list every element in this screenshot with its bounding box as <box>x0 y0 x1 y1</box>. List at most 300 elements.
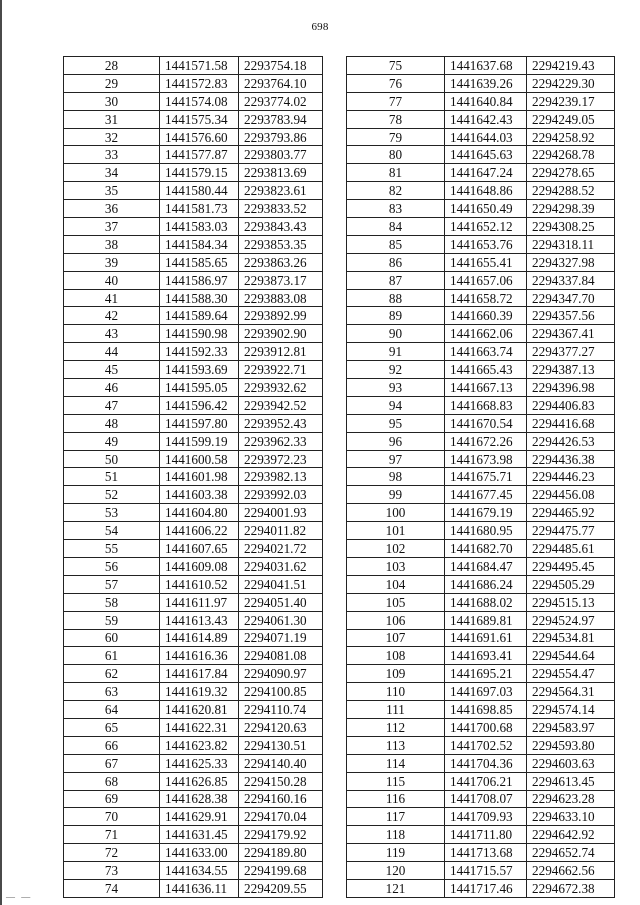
x-coordinate-cell: 1441634.55 <box>160 862 239 880</box>
x-coordinate-cell: 1441689.81 <box>445 611 527 629</box>
table-row <box>347 218 615 236</box>
x-coordinate-cell: 1441639.26 <box>445 74 527 92</box>
y-coordinate-cell: 2294465.92 <box>527 504 615 522</box>
y-coordinate-cell: 2293833.52 <box>239 200 323 218</box>
point-number-cell: 104 <box>347 575 445 593</box>
point-number-cell: 80 <box>347 146 445 164</box>
point-number-cell: 46 <box>64 379 160 397</box>
table-row <box>347 754 615 772</box>
x-coordinate-cell: 1441613.43 <box>160 611 239 629</box>
y-coordinate-cell: 2294189.80 <box>239 844 323 862</box>
point-number-cell: 45 <box>64 361 160 379</box>
point-number-cell: 70 <box>64 808 160 826</box>
table-row <box>64 92 323 110</box>
x-coordinate-cell: 1441652.12 <box>445 218 527 236</box>
point-number-cell: 100 <box>347 504 445 522</box>
x-coordinate-cell: 1441576.60 <box>160 128 239 146</box>
point-number-cell: 62 <box>64 665 160 683</box>
x-coordinate-cell: 1441580.44 <box>160 182 239 200</box>
point-number-cell: 82 <box>347 182 445 200</box>
x-coordinate-cell: 1441658.72 <box>445 289 527 307</box>
y-coordinate-cell: 2294268.78 <box>527 146 615 164</box>
table-row <box>64 200 323 218</box>
y-coordinate-cell: 2294318.11 <box>527 235 615 253</box>
y-coordinate-cell: 2293823.61 <box>239 182 323 200</box>
point-number-cell: 43 <box>64 325 160 343</box>
point-number-cell: 106 <box>347 611 445 629</box>
table-row <box>64 271 323 289</box>
table-row <box>347 629 615 647</box>
point-number-cell: 59 <box>64 611 160 629</box>
point-number-cell: 40 <box>64 271 160 289</box>
table-row <box>347 110 615 128</box>
point-number-cell: 97 <box>347 450 445 468</box>
y-coordinate-cell: 2294662.56 <box>527 862 615 880</box>
table-row <box>64 253 323 271</box>
x-coordinate-cell: 1441706.21 <box>445 772 527 790</box>
point-number-cell: 121 <box>347 879 445 897</box>
x-coordinate-cell: 1441571.58 <box>160 57 239 75</box>
table-row <box>64 128 323 146</box>
x-coordinate-cell: 1441633.00 <box>160 844 239 862</box>
y-coordinate-cell: 2294110.74 <box>239 701 323 719</box>
y-coordinate-cell: 2294554.47 <box>527 665 615 683</box>
x-coordinate-cell: 1441610.52 <box>160 575 239 593</box>
x-coordinate-cell: 1441597.80 <box>160 414 239 432</box>
table-row <box>347 683 615 701</box>
table-row <box>347 879 615 897</box>
y-coordinate-cell: 2294623.28 <box>527 790 615 808</box>
y-coordinate-cell: 2294426.53 <box>527 432 615 450</box>
point-number-cell: 38 <box>64 235 160 253</box>
y-coordinate-cell: 2294593.80 <box>527 736 615 754</box>
table-row <box>347 611 615 629</box>
y-coordinate-cell: 2294416.68 <box>527 414 615 432</box>
table-row <box>64 790 323 808</box>
x-coordinate-cell: 1441585.65 <box>160 253 239 271</box>
y-coordinate-cell: 2293863.26 <box>239 253 323 271</box>
x-coordinate-cell: 1441682.70 <box>445 540 527 558</box>
point-number-cell: 67 <box>64 754 160 772</box>
y-coordinate-cell: 2293754.18 <box>239 57 323 75</box>
y-coordinate-cell: 2294090.97 <box>239 665 323 683</box>
y-coordinate-cell: 2293793.86 <box>239 128 323 146</box>
y-coordinate-cell: 2294170.04 <box>239 808 323 826</box>
table-row <box>347 468 615 486</box>
point-number-cell: 94 <box>347 396 445 414</box>
x-coordinate-cell: 1441619.32 <box>160 683 239 701</box>
table-row <box>64 74 323 92</box>
point-number-cell: 86 <box>347 253 445 271</box>
y-coordinate-cell: 2294179.92 <box>239 826 323 844</box>
point-number-cell: 69 <box>64 790 160 808</box>
y-coordinate-cell: 2294061.30 <box>239 611 323 629</box>
y-coordinate-cell: 2293774.02 <box>239 92 323 110</box>
point-number-cell: 119 <box>347 844 445 862</box>
table-row <box>347 575 615 593</box>
x-coordinate-cell: 1441620.81 <box>160 701 239 719</box>
table-row <box>347 844 615 862</box>
point-number-cell: 51 <box>64 468 160 486</box>
point-number-cell: 42 <box>64 307 160 325</box>
table-row <box>347 289 615 307</box>
x-coordinate-cell: 1441584.34 <box>160 235 239 253</box>
point-number-cell: 91 <box>347 343 445 361</box>
coordinates-table-left <box>63 56 323 898</box>
table-row <box>64 718 323 736</box>
y-coordinate-cell: 2293803.77 <box>239 146 323 164</box>
x-coordinate-cell: 1441684.47 <box>445 557 527 575</box>
y-coordinate-cell: 2294515.13 <box>527 593 615 611</box>
y-coordinate-cell: 2294367.41 <box>527 325 615 343</box>
point-number-cell: 117 <box>347 808 445 826</box>
point-number-cell: 115 <box>347 772 445 790</box>
point-number-cell: 61 <box>64 647 160 665</box>
table-row <box>64 844 323 862</box>
x-coordinate-cell: 1441648.86 <box>445 182 527 200</box>
table-row <box>347 557 615 575</box>
y-coordinate-cell: 2294387.13 <box>527 361 615 379</box>
table-row <box>347 235 615 253</box>
y-coordinate-cell: 2294475.77 <box>527 522 615 540</box>
table-row <box>64 218 323 236</box>
y-coordinate-cell: 2294505.29 <box>527 575 615 593</box>
x-coordinate-cell: 1441679.19 <box>445 504 527 522</box>
table-row <box>347 862 615 880</box>
y-coordinate-cell: 2294219.43 <box>527 57 615 75</box>
point-number-cell: 49 <box>64 432 160 450</box>
y-coordinate-cell: 2294199.68 <box>239 862 323 880</box>
point-number-cell: 114 <box>347 754 445 772</box>
table-row <box>64 575 323 593</box>
x-coordinate-cell: 1441680.95 <box>445 522 527 540</box>
x-coordinate-cell: 1441590.98 <box>160 325 239 343</box>
y-coordinate-cell: 2294613.45 <box>527 772 615 790</box>
point-number-cell: 120 <box>347 862 445 880</box>
x-coordinate-cell: 1441604.80 <box>160 504 239 522</box>
table-row <box>347 772 615 790</box>
table-row <box>347 414 615 432</box>
y-coordinate-cell: 2294001.93 <box>239 504 323 522</box>
y-coordinate-cell: 2294544.64 <box>527 647 615 665</box>
table-row <box>64 647 323 665</box>
point-number-cell: 112 <box>347 718 445 736</box>
point-number-cell: 96 <box>347 432 445 450</box>
y-coordinate-cell: 2293883.08 <box>239 289 323 307</box>
x-coordinate-cell: 1441588.30 <box>160 289 239 307</box>
point-number-cell: 68 <box>64 772 160 790</box>
x-coordinate-cell: 1441695.21 <box>445 665 527 683</box>
x-coordinate-cell: 1441642.43 <box>445 110 527 128</box>
x-coordinate-cell: 1441574.08 <box>160 92 239 110</box>
y-coordinate-cell: 2294051.40 <box>239 593 323 611</box>
point-number-cell: 88 <box>347 289 445 307</box>
table-row <box>64 701 323 719</box>
point-number-cell: 110 <box>347 683 445 701</box>
table-row <box>64 754 323 772</box>
y-coordinate-cell: 2293783.94 <box>239 110 323 128</box>
x-coordinate-cell: 1441691.61 <box>445 629 527 647</box>
x-coordinate-cell: 1441670.54 <box>445 414 527 432</box>
table-row <box>64 862 323 880</box>
point-number-cell: 35 <box>64 182 160 200</box>
y-coordinate-cell: 2293873.17 <box>239 271 323 289</box>
point-number-cell: 57 <box>64 575 160 593</box>
point-number-cell: 64 <box>64 701 160 719</box>
point-number-cell: 50 <box>64 450 160 468</box>
x-coordinate-cell: 1441665.43 <box>445 361 527 379</box>
table-row <box>64 361 323 379</box>
point-number-cell: 95 <box>347 414 445 432</box>
y-coordinate-cell: 2294406.83 <box>527 396 615 414</box>
x-coordinate-cell: 1441713.68 <box>445 844 527 862</box>
point-number-cell: 107 <box>347 629 445 647</box>
table-row <box>347 808 615 826</box>
x-coordinate-cell: 1441650.49 <box>445 200 527 218</box>
x-coordinate-cell: 1441572.83 <box>160 74 239 92</box>
y-coordinate-cell: 2293982.13 <box>239 468 323 486</box>
point-number-cell: 41 <box>64 289 160 307</box>
y-coordinate-cell: 2294396.98 <box>527 379 615 397</box>
table-row <box>347 379 615 397</box>
table-row <box>64 432 323 450</box>
point-number-cell: 73 <box>64 862 160 880</box>
y-coordinate-cell: 2294436.38 <box>527 450 615 468</box>
x-coordinate-cell: 1441711.80 <box>445 826 527 844</box>
x-coordinate-cell: 1441599.19 <box>160 432 239 450</box>
table-row <box>64 665 323 683</box>
table-row <box>64 414 323 432</box>
x-coordinate-cell: 1441667.13 <box>445 379 527 397</box>
point-number-cell: 36 <box>64 200 160 218</box>
table-row <box>347 200 615 218</box>
y-coordinate-cell: 2293942.52 <box>239 396 323 414</box>
point-number-cell: 44 <box>64 343 160 361</box>
x-coordinate-cell: 1441657.06 <box>445 271 527 289</box>
y-coordinate-cell: 2294140.40 <box>239 754 323 772</box>
point-number-cell: 37 <box>64 218 160 236</box>
point-number-cell: 113 <box>347 736 445 754</box>
point-number-cell: 108 <box>347 647 445 665</box>
point-number-cell: 54 <box>64 522 160 540</box>
x-coordinate-cell: 1441686.24 <box>445 575 527 593</box>
y-coordinate-cell: 2294524.97 <box>527 611 615 629</box>
table-row <box>347 701 615 719</box>
table-row <box>64 343 323 361</box>
y-coordinate-cell: 2294100.85 <box>239 683 323 701</box>
table-row <box>64 522 323 540</box>
y-coordinate-cell: 2294239.17 <box>527 92 615 110</box>
x-coordinate-cell: 1441647.24 <box>445 164 527 182</box>
table-row <box>64 307 323 325</box>
y-coordinate-cell: 2294130.51 <box>239 736 323 754</box>
x-coordinate-cell: 1441675.71 <box>445 468 527 486</box>
coordinates-table-right <box>346 56 615 898</box>
y-coordinate-cell: 2293922.71 <box>239 361 323 379</box>
y-coordinate-cell: 2293813.69 <box>239 164 323 182</box>
x-coordinate-cell: 1441702.52 <box>445 736 527 754</box>
point-number-cell: 34 <box>64 164 160 182</box>
table-row <box>347 307 615 325</box>
y-coordinate-cell: 2294011.82 <box>239 522 323 540</box>
table-row <box>347 343 615 361</box>
x-coordinate-cell: 1441631.45 <box>160 826 239 844</box>
point-number-cell: 116 <box>347 790 445 808</box>
y-coordinate-cell: 2294081.08 <box>239 647 323 665</box>
point-number-cell: 66 <box>64 736 160 754</box>
table-row <box>347 164 615 182</box>
x-coordinate-cell: 1441614.89 <box>160 629 239 647</box>
x-coordinate-cell: 1441579.15 <box>160 164 239 182</box>
point-number-cell: 33 <box>64 146 160 164</box>
table-row <box>347 450 615 468</box>
table-row <box>347 790 615 808</box>
y-coordinate-cell: 2294564.31 <box>527 683 615 701</box>
x-coordinate-cell: 1441673.98 <box>445 450 527 468</box>
table-row <box>347 432 615 450</box>
point-number-cell: 39 <box>64 253 160 271</box>
y-coordinate-cell: 2294574.14 <box>527 701 615 719</box>
y-coordinate-cell: 2294633.10 <box>527 808 615 826</box>
y-coordinate-cell: 2293992.03 <box>239 486 323 504</box>
table-row <box>64 57 323 75</box>
table-row <box>64 450 323 468</box>
table-row <box>347 92 615 110</box>
table-row <box>347 486 615 504</box>
table-row <box>347 647 615 665</box>
point-number-cell: 52 <box>64 486 160 504</box>
point-number-cell: 83 <box>347 200 445 218</box>
point-number-cell: 77 <box>347 92 445 110</box>
x-coordinate-cell: 1441583.03 <box>160 218 239 236</box>
y-coordinate-cell: 2294485.61 <box>527 540 615 558</box>
table-row <box>64 611 323 629</box>
point-number-cell: 30 <box>64 92 160 110</box>
x-coordinate-cell: 1441601.98 <box>160 468 239 486</box>
x-coordinate-cell: 1441577.87 <box>160 146 239 164</box>
table-row <box>64 110 323 128</box>
table-row <box>347 253 615 271</box>
point-number-cell: 65 <box>64 718 160 736</box>
point-number-cell: 105 <box>347 593 445 611</box>
point-number-cell: 111 <box>347 701 445 719</box>
table-row <box>64 593 323 611</box>
y-coordinate-cell: 2294377.27 <box>527 343 615 361</box>
x-coordinate-cell: 1441677.45 <box>445 486 527 504</box>
y-coordinate-cell: 2293912.81 <box>239 343 323 361</box>
y-coordinate-cell: 2293902.90 <box>239 325 323 343</box>
point-number-cell: 87 <box>347 271 445 289</box>
y-coordinate-cell: 2293853.35 <box>239 235 323 253</box>
point-number-cell: 93 <box>347 379 445 397</box>
table-row <box>64 235 323 253</box>
y-coordinate-cell: 2294327.98 <box>527 253 615 271</box>
page-number: 698 <box>311 21 329 33</box>
table-row <box>347 57 615 75</box>
y-coordinate-cell: 2294652.74 <box>527 844 615 862</box>
scan-page-edge <box>0 0 2 905</box>
table-row <box>347 736 615 754</box>
table-row <box>64 808 323 826</box>
x-coordinate-cell: 1441626.85 <box>160 772 239 790</box>
y-coordinate-cell: 2294150.28 <box>239 772 323 790</box>
y-coordinate-cell: 2294120.63 <box>239 718 323 736</box>
point-number-cell: 63 <box>64 683 160 701</box>
table-row <box>347 665 615 683</box>
point-number-cell: 71 <box>64 826 160 844</box>
y-coordinate-cell: 2294495.45 <box>527 557 615 575</box>
y-coordinate-cell: 2294278.65 <box>527 164 615 182</box>
y-coordinate-cell: 2293932.62 <box>239 379 323 397</box>
table-row <box>347 146 615 164</box>
x-coordinate-cell: 1441668.83 <box>445 396 527 414</box>
table-row <box>64 182 323 200</box>
x-coordinate-cell: 1441622.31 <box>160 718 239 736</box>
x-coordinate-cell: 1441592.33 <box>160 343 239 361</box>
y-coordinate-cell: 2293972.23 <box>239 450 323 468</box>
point-number-cell: 103 <box>347 557 445 575</box>
y-coordinate-cell: 2294603.63 <box>527 754 615 772</box>
point-number-cell: 118 <box>347 826 445 844</box>
y-coordinate-cell: 2294021.72 <box>239 540 323 558</box>
point-number-cell: 84 <box>347 218 445 236</box>
point-number-cell: 89 <box>347 307 445 325</box>
y-coordinate-cell: 2294031.62 <box>239 557 323 575</box>
y-coordinate-cell: 2294534.81 <box>527 629 615 647</box>
x-coordinate-cell: 1441589.64 <box>160 307 239 325</box>
x-coordinate-cell: 1441663.74 <box>445 343 527 361</box>
point-number-cell: 102 <box>347 540 445 558</box>
x-coordinate-cell: 1441662.06 <box>445 325 527 343</box>
table-row <box>347 396 615 414</box>
point-number-cell: 31 <box>64 110 160 128</box>
y-coordinate-cell: 2294160.16 <box>239 790 323 808</box>
table-row <box>347 522 615 540</box>
x-coordinate-cell: 1441628.38 <box>160 790 239 808</box>
x-coordinate-cell: 1441655.41 <box>445 253 527 271</box>
table-row <box>347 504 615 522</box>
table-row <box>347 826 615 844</box>
x-coordinate-cell: 1441640.84 <box>445 92 527 110</box>
y-coordinate-cell: 2294041.51 <box>239 575 323 593</box>
point-number-cell: 32 <box>64 128 160 146</box>
x-coordinate-cell: 1441623.82 <box>160 736 239 754</box>
point-number-cell: 53 <box>64 504 160 522</box>
x-coordinate-cell: 1441672.26 <box>445 432 527 450</box>
y-coordinate-cell: 2294209.55 <box>239 879 323 897</box>
y-coordinate-cell: 2294288.52 <box>527 182 615 200</box>
table-row <box>347 325 615 343</box>
x-coordinate-cell: 1441693.41 <box>445 647 527 665</box>
point-number-cell: 98 <box>347 468 445 486</box>
x-coordinate-cell: 1441596.42 <box>160 396 239 414</box>
x-coordinate-cell: 1441625.33 <box>160 754 239 772</box>
y-coordinate-cell: 2293892.99 <box>239 307 323 325</box>
table-row <box>347 271 615 289</box>
table-row <box>64 826 323 844</box>
y-coordinate-cell: 2294672.38 <box>527 879 615 897</box>
table-row <box>64 146 323 164</box>
table-row <box>347 74 615 92</box>
footer-marks: — — <box>6 892 33 902</box>
table-row <box>64 486 323 504</box>
x-coordinate-cell: 1441688.02 <box>445 593 527 611</box>
point-number-cell: 92 <box>347 361 445 379</box>
x-coordinate-cell: 1441607.65 <box>160 540 239 558</box>
table-row <box>347 182 615 200</box>
y-coordinate-cell: 2294229.30 <box>527 74 615 92</box>
point-number-cell: 79 <box>347 128 445 146</box>
